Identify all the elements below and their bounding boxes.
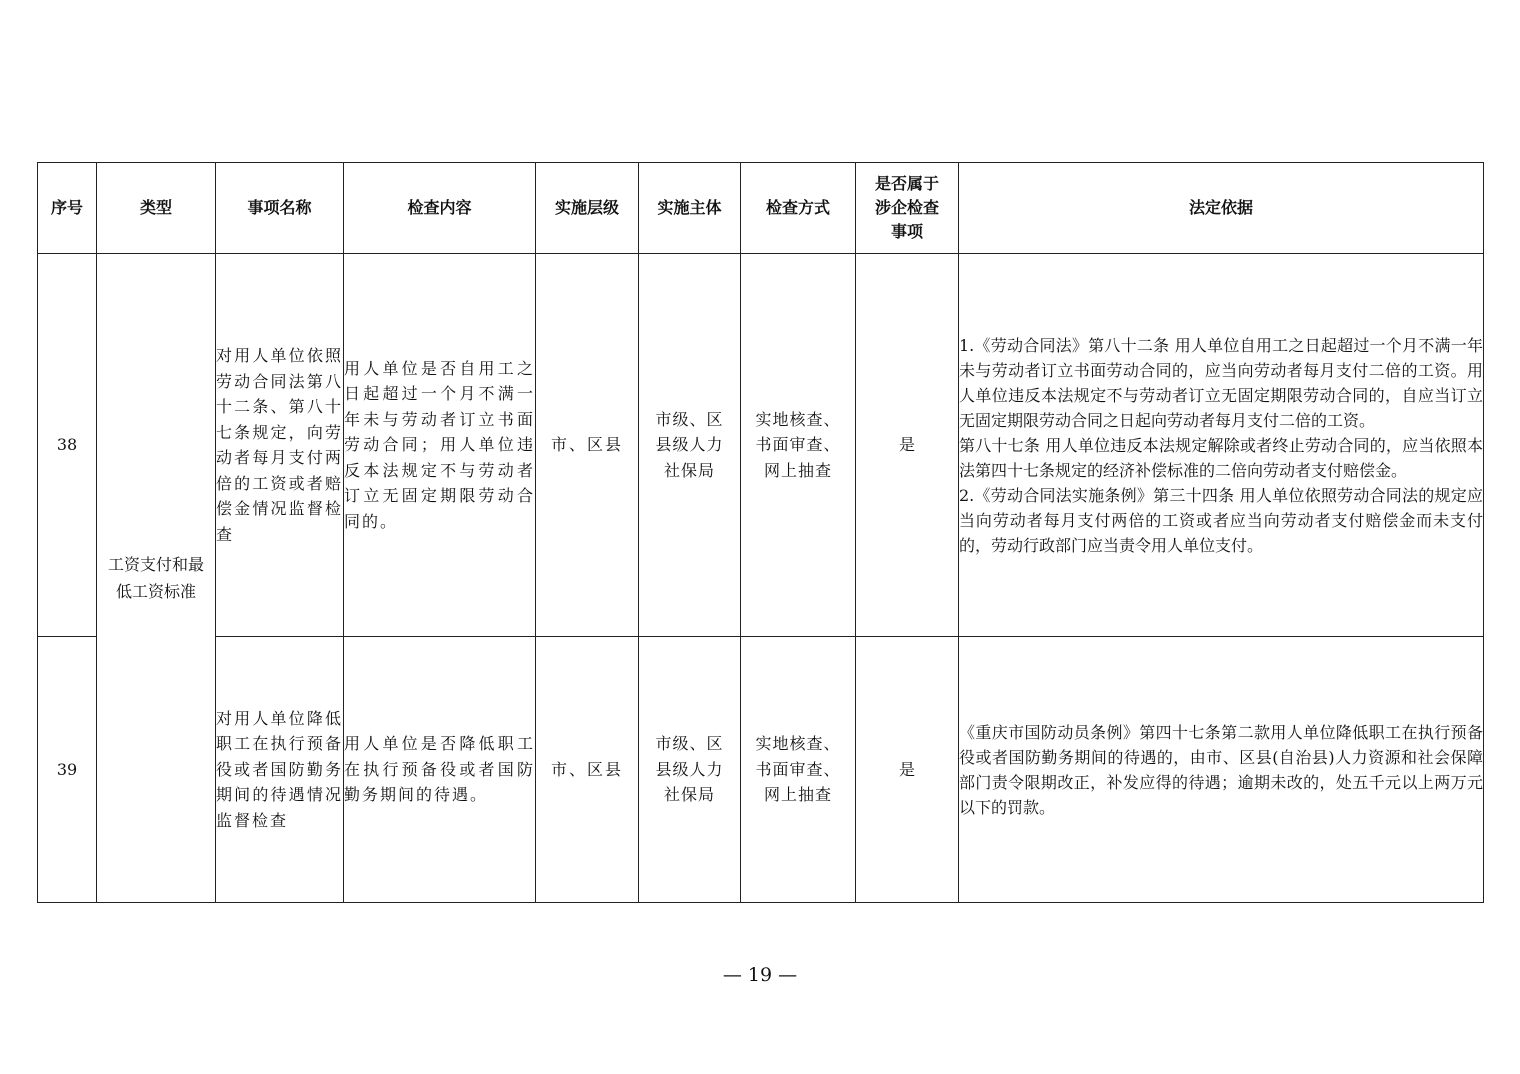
header-basis: 法定依据 [959, 163, 1484, 254]
header-is-enterprise-text: 是否属于涉企检查事项 [874, 174, 939, 241]
row-content: 用人单位是否降低职工在执行预备役或者国防勤务期间的待遇。 [344, 637, 536, 903]
basis-paragraph: 第八十七条 用人单位违反本法规定解除或者终止劳动合同的，应当依照本法第四十七条规定的经济补偿标准的二倍向劳动者支付赔偿金。 [959, 435, 1483, 480]
header-content: 检查内容 [344, 163, 536, 254]
method-text: 实地核查、书面审查、网上抽查 [755, 409, 841, 480]
row-method [741, 254, 856, 637]
header-subject: 实施主体 [639, 163, 741, 254]
row-subject [639, 254, 741, 637]
table-row [38, 637, 1484, 903]
type-text: 工资支付和最低工资标准 [107, 555, 204, 601]
table-header-row [38, 163, 1484, 254]
subject-text: 市级、区县级人力社保局 [655, 734, 724, 805]
table-row [38, 254, 1484, 637]
row-level [536, 254, 639, 637]
row-item-name: 对用人单位降低职工在执行预备役或者国防勤务期间的待遇情况监督检查 [216, 637, 344, 903]
row-no: 39 [38, 637, 97, 903]
row-type [97, 254, 216, 903]
header-method: 检查方式 [741, 163, 856, 254]
inspection-items-table [37, 162, 1484, 903]
header-item-name: 事项名称 [216, 163, 344, 254]
row-no: 38 [38, 254, 97, 637]
level-text: 市、区县 [550, 759, 623, 779]
header-no: 序号 [38, 163, 97, 254]
header-type: 类型 [97, 163, 216, 254]
row-is-enterprise: 是 [856, 637, 959, 903]
row-is-enterprise: 是 [856, 254, 959, 637]
level-text: 市、区县 [550, 435, 623, 455]
method-text: 实地核查、书面审查、网上抽查 [755, 734, 841, 805]
row-basis [959, 637, 1484, 903]
header-is-enterprise [856, 163, 959, 254]
basis-paragraph: 1.《劳动合同法》第八十二条 用人单位自用工之日起超过一个月不满一年未与劳动者订立书面劳动合同的，应当向劳动者每月支付二倍的工资。用人单位违反本法规定不与劳动者订立无固定期限劳动合同的，自应当订立无固定期限劳动合同之日起向劳动者每月支付二倍的工资。 [959, 335, 1483, 430]
row-method [741, 637, 856, 903]
subject-text: 市级、区县级人力社保局 [655, 409, 724, 480]
row-subject [639, 637, 741, 903]
row-item-name: 对用人单位依照劳动合同法第八十二条、第八十七条规定，向劳动者每月支付两倍的工资或者赔偿金情况监督检查 [216, 254, 344, 637]
header-level: 实施层级 [536, 163, 639, 254]
basis-paragraph: 《重庆市国防动员条例》第四十七条第二款用人单位降低职工在执行预备役或者国防勤务期间的待遇的，由市、区县(自治县)人力资源和社会保障部门责令限期改正，补发应得的待遇；逾期未改的，处五千元以上两万元以下的罚款。 [959, 722, 1483, 817]
basis-paragraph: 2.《劳动合同法实施条例》第三十四条 用人单位依照劳动合同法的规定应当向劳动者每月支付两倍的工资或者应当向劳动者支付赔偿金而未支付的，劳动行政部门应当责令用人单位支付。 [959, 485, 1483, 555]
page-number: — 19 — [722, 964, 798, 986]
row-level [536, 637, 639, 903]
row-basis [959, 254, 1484, 637]
row-content: 用人单位是否自用工之日起超过一个月不满一年未与劳动者订立书面劳动合同；用人单位违反本法规定不与劳动者订立无固定期限劳动合同的。 [344, 254, 536, 637]
